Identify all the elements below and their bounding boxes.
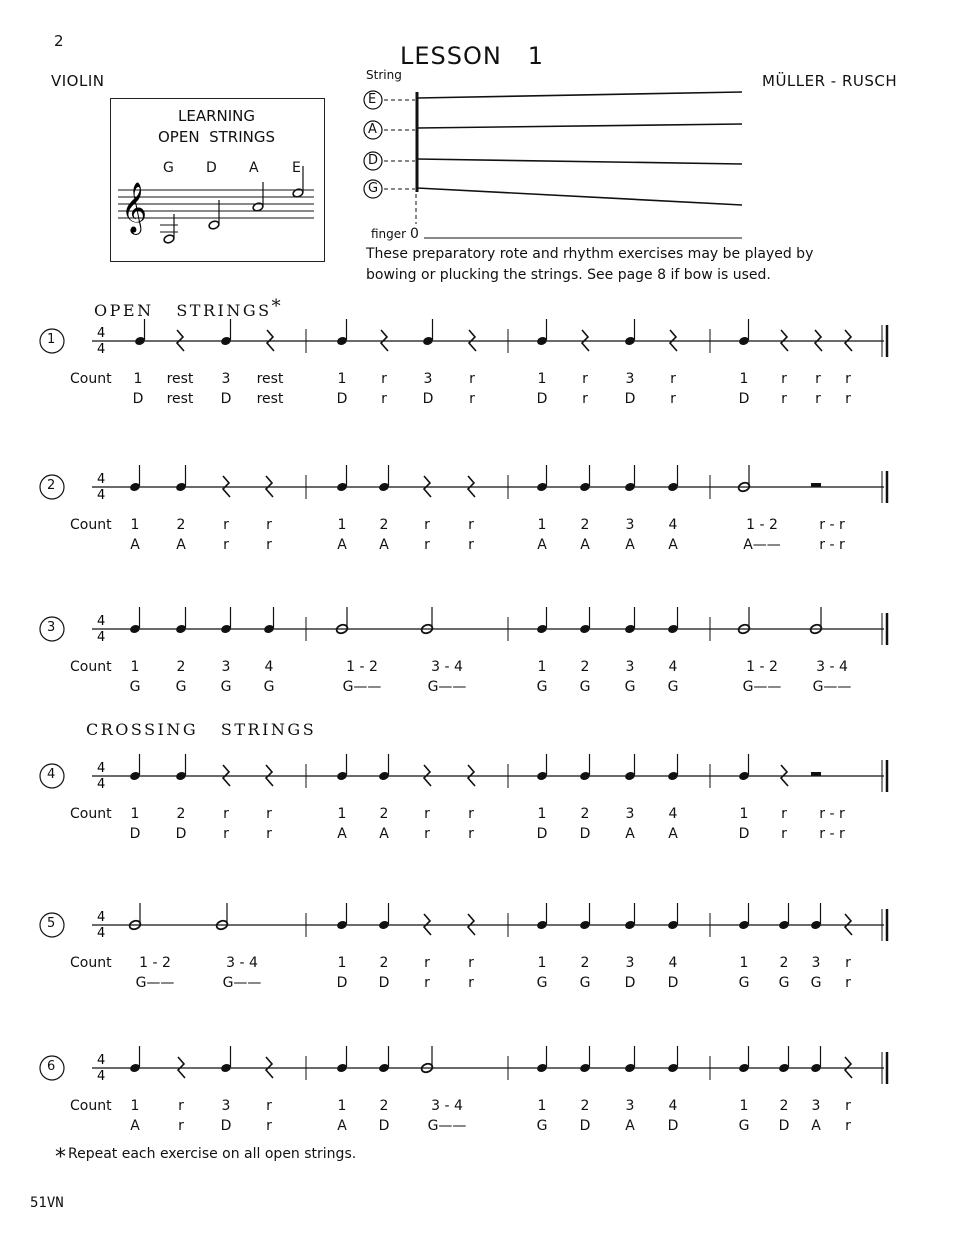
finger-label-text: finger [371, 227, 407, 241]
quarter-note [579, 754, 591, 781]
count-value: r [468, 517, 474, 533]
count-value: 2 [176, 806, 186, 822]
count-value: 1 [537, 659, 547, 675]
string-value: r [670, 391, 676, 407]
count-value: r - r [819, 517, 845, 533]
quarter-note [738, 903, 750, 930]
half-note [737, 465, 750, 493]
string-value: r [815, 391, 821, 407]
count-value: r [424, 955, 430, 971]
count-value: 2 [779, 955, 789, 971]
count-value: 3 - 4 [816, 659, 848, 675]
quarter-note [129, 465, 141, 492]
string-value: G [263, 679, 275, 695]
string-value: r - r [819, 537, 845, 553]
time-signature-bottom: 4 [97, 488, 106, 503]
count-value: r [815, 371, 821, 387]
exercise-number: 6 [47, 1059, 56, 1074]
open-strings-box-title [110, 106, 323, 148]
count-value: 3 [625, 806, 635, 822]
exercise-number: 2 [47, 478, 56, 493]
string-value: G [624, 679, 636, 695]
count-value: 1 [337, 806, 347, 822]
string-value: D [378, 975, 390, 991]
string-value: r [582, 391, 588, 407]
count-value: 2 [176, 659, 186, 675]
exercise-number: 1 [47, 332, 56, 347]
time-signature-bottom: 4 [97, 926, 106, 941]
string-value: D [336, 975, 348, 991]
quarter-note [536, 754, 548, 781]
count-value: r [424, 517, 430, 533]
count-value: rest [166, 371, 194, 387]
count-value: 2 [580, 659, 590, 675]
string-value: r [781, 826, 787, 842]
count-value: 2 [779, 1098, 789, 1114]
open-strings-title-text: OPEN STRINGS [94, 301, 272, 320]
finger-label [371, 226, 419, 242]
count-value: 3 - 4 [431, 1098, 463, 1114]
count-value: 2 [176, 517, 186, 533]
string-value: D [536, 826, 548, 842]
count-value: 1 [537, 1098, 547, 1114]
quarter-note [810, 1046, 822, 1073]
quarter-note [175, 607, 187, 634]
string-value: r [266, 537, 272, 553]
quarter-note [624, 465, 636, 492]
string-value: G [738, 1118, 750, 1134]
count-value: r [469, 371, 475, 387]
string-diagram [360, 84, 750, 244]
quarter-note [810, 903, 822, 930]
exercise-number: 5 [47, 916, 56, 931]
time-signature-top: 4 [97, 1053, 106, 1068]
count-value: 4 [668, 1098, 678, 1114]
half-rest [811, 483, 821, 487]
string-value: A [337, 537, 347, 553]
quarter-note [175, 465, 187, 492]
quarter-note [536, 903, 548, 930]
count-value: 1 [130, 806, 140, 822]
string-value: r [223, 537, 229, 553]
count-value: 3 [811, 1098, 821, 1114]
string-value: A [130, 1118, 140, 1134]
string-value: D [778, 1118, 790, 1134]
count-value: 3 - 4 [431, 659, 463, 675]
string-value: D [667, 975, 679, 991]
string-value: D [536, 391, 548, 407]
string-value: D [667, 1118, 679, 1134]
string-value: G [536, 975, 548, 991]
count-value: r [381, 371, 387, 387]
count-value: 1 [130, 1098, 140, 1114]
string-value: G [536, 1118, 548, 1134]
instrument-label: VIOLIN [51, 72, 105, 90]
count-value: 4 [668, 659, 678, 675]
string-value: D [175, 826, 187, 842]
string-value: G [810, 975, 822, 991]
time-signature-bottom: 4 [97, 777, 106, 792]
half-note [335, 607, 348, 635]
note-name-e: E [292, 160, 301, 176]
string-value: r - r [819, 826, 845, 842]
string-value: A [668, 826, 678, 842]
string-value: D [624, 975, 636, 991]
half-note [420, 1046, 433, 1074]
string-value: D [220, 391, 232, 407]
string-value: r [266, 826, 272, 842]
string-value: G [536, 679, 548, 695]
footnote-text: Repeat each exercise on all open strings. [68, 1146, 357, 1162]
string-value: r [424, 826, 430, 842]
quarter-note [336, 319, 348, 346]
string-value: r [781, 391, 787, 407]
box-title-line2: OPEN STRINGS [158, 128, 275, 146]
string-value: rest [256, 391, 284, 407]
count-value: 1 - 2 [346, 659, 378, 675]
count-value: 1 [537, 955, 547, 971]
string-value: A [337, 1118, 347, 1134]
quarter-note [778, 903, 790, 930]
count-value: 2 [580, 806, 590, 822]
string-a-letter: A [368, 122, 377, 137]
note-name-d: D [206, 160, 217, 176]
count-value: 3 [221, 1098, 231, 1114]
count-value: 1 [739, 1098, 749, 1114]
quarter-note [624, 319, 636, 346]
quarter-note [738, 1046, 750, 1073]
quarter-note [579, 607, 591, 634]
count-value: 1 [130, 659, 140, 675]
quarter-note [667, 754, 679, 781]
footnote-reference-mark: * [271, 296, 284, 317]
count-value: r [781, 371, 787, 387]
box-title-line1: LEARNING [177, 107, 255, 125]
string-value: A [668, 537, 678, 553]
count-value: r [178, 1098, 184, 1114]
page-number: 2 [54, 32, 64, 50]
intro-text: These preparatory rote and rhythm exercises may be played by bowing or plucking the strings. See page 8 if bow is used. [366, 246, 814, 283]
count-value: r [223, 806, 229, 822]
string-value: D [336, 391, 348, 407]
string-value: D [378, 1118, 390, 1134]
string-value: D [129, 826, 141, 842]
count-value: r - r [819, 806, 845, 822]
exercise-4-staff [0, 746, 959, 806]
string-value: A [580, 537, 590, 553]
count-label: Count [70, 659, 112, 675]
string-d-letter: D [368, 153, 379, 168]
count-value: r [223, 517, 229, 533]
count-value: 4 [264, 659, 274, 675]
quarter-note [129, 1046, 141, 1073]
string-value: A [625, 537, 635, 553]
count-value: 2 [379, 517, 389, 533]
count-value: 2 [580, 517, 590, 533]
string-value: r [468, 537, 474, 553]
string-value: G—— [342, 679, 382, 695]
string-value: r [468, 975, 474, 991]
count-value: 3 [221, 659, 231, 675]
string-value: A—— [743, 537, 781, 553]
string-value: G [738, 975, 750, 991]
string-value: G [220, 679, 232, 695]
catalog-code: 51VN [30, 1195, 64, 1211]
quarter-note [220, 607, 232, 634]
quarter-note [667, 607, 679, 634]
count-label: Count [70, 955, 112, 971]
string-value: A [379, 537, 389, 553]
string-value: G [175, 679, 187, 695]
time-signature-top: 4 [97, 326, 106, 341]
string-value: G—— [742, 679, 782, 695]
string-value: G—— [427, 679, 467, 695]
string-value: G [579, 975, 591, 991]
count-value: r [266, 517, 272, 533]
quarter-note [175, 754, 187, 781]
quarter-note [667, 903, 679, 930]
count-value: 1 [337, 371, 347, 387]
quarter-note [579, 903, 591, 930]
string-value: D [579, 1118, 591, 1134]
string-value: D [220, 1118, 232, 1134]
string-value: r [381, 391, 387, 407]
treble-clef-icon: 𝄞 [121, 182, 148, 233]
time-signature-bottom: 4 [97, 630, 106, 645]
quarter-note [624, 607, 636, 634]
exercise-5-staff [0, 895, 959, 955]
count-value: 4 [668, 806, 678, 822]
string-g-letter: G [368, 181, 379, 196]
count-value: 4 [668, 955, 678, 971]
half-note [809, 607, 822, 635]
count-value: 3 [625, 1098, 635, 1114]
count-value: 1 [739, 371, 749, 387]
quarter-note [129, 754, 141, 781]
exercise-number: 3 [47, 620, 56, 635]
string-value: r [424, 537, 430, 553]
count-value: 1 - 2 [139, 955, 171, 971]
count-value: 1 [739, 806, 749, 822]
count-value: 2 [379, 1098, 389, 1114]
quarter-note [378, 903, 390, 930]
count-value: 1 - 2 [746, 517, 778, 533]
quarter-note [336, 465, 348, 492]
half-note [420, 607, 433, 635]
count-value: 3 [625, 517, 635, 533]
exercise-number: 4 [47, 767, 56, 782]
section-title-crossing-strings: CROSSING STRINGS [86, 720, 317, 739]
quarter-note [336, 903, 348, 930]
count-value: r [468, 806, 474, 822]
count-value: r [582, 371, 588, 387]
quarter-note [624, 754, 636, 781]
quarter-note [579, 1046, 591, 1073]
count-value: 1 [130, 517, 140, 533]
string-value: r [469, 391, 475, 407]
time-signature-bottom: 4 [97, 342, 106, 357]
count-value: 3 [625, 955, 635, 971]
composer-credit: MÜLLER - RUSCH [762, 72, 898, 90]
string-value: A [625, 826, 635, 842]
string-value: A [537, 537, 547, 553]
count-value: 4 [668, 517, 678, 533]
count-value: 3 - 4 [226, 955, 258, 971]
count-value: 1 - 2 [746, 659, 778, 675]
quarter-note [738, 319, 750, 346]
half-rest [811, 772, 821, 776]
count-value: r [266, 806, 272, 822]
count-value: 3 [221, 371, 231, 387]
quarter-note [220, 1046, 232, 1073]
quarter-note [624, 903, 636, 930]
count-label: Count [70, 1098, 112, 1114]
string-value: r [845, 391, 851, 407]
count-value: 1 [537, 517, 547, 533]
string-e-letter: E [368, 92, 377, 107]
count-value: r [468, 955, 474, 971]
count-value: 1 [337, 517, 347, 533]
string-value: G [778, 975, 790, 991]
quarter-note [536, 465, 548, 492]
quarter-note [134, 319, 146, 346]
count-label: Count [70, 371, 112, 387]
string-value: A [130, 537, 140, 553]
string-value: D [579, 826, 591, 842]
half-note [737, 607, 750, 635]
string-value: A [625, 1118, 635, 1134]
string-value: G—— [812, 679, 852, 695]
count-value: 3 [423, 371, 433, 387]
quarter-note [336, 754, 348, 781]
half-note [128, 903, 141, 931]
quarter-note [263, 607, 275, 634]
string-value: A [379, 826, 389, 842]
footnote [55, 1145, 356, 1170]
count-value: r [845, 1098, 851, 1114]
footnote-mark: * [55, 1145, 66, 1170]
quarter-note [422, 319, 434, 346]
string-value: D [738, 826, 750, 842]
quarter-note [536, 1046, 548, 1073]
string-value: A [811, 1118, 821, 1134]
string-value: D [132, 391, 144, 407]
string-value: D [624, 391, 636, 407]
finger-value: 0 [409, 226, 419, 242]
quarter-note [579, 465, 591, 492]
count-value: 2 [580, 1098, 590, 1114]
string-value: rest [166, 391, 194, 407]
quarter-note [378, 1046, 390, 1073]
string-value: r [266, 1118, 272, 1134]
count-value: rest [256, 371, 284, 387]
count-value: r [266, 1098, 272, 1114]
count-value: r [424, 806, 430, 822]
quarter-note [336, 1046, 348, 1073]
string-value: G [667, 679, 679, 695]
string-value: r [223, 826, 229, 842]
note-name-a: A [249, 160, 259, 176]
half-note [215, 903, 228, 931]
count-label: Count [70, 517, 112, 533]
string-value: G—— [222, 975, 262, 991]
exercise-6-staff [0, 1038, 959, 1098]
exercise-2-staff [0, 457, 959, 517]
string-value: G [129, 679, 141, 695]
open-strings-staff [118, 180, 318, 250]
string-value: A [176, 537, 186, 553]
count-value: 2 [379, 806, 389, 822]
string-label: String [366, 68, 402, 82]
string-value: r [178, 1118, 184, 1134]
string-value: G—— [427, 1118, 467, 1134]
time-signature-top: 4 [97, 614, 106, 629]
quarter-note [536, 319, 548, 346]
quarter-note [667, 465, 679, 492]
quarter-note [220, 319, 232, 346]
count-value: r [781, 806, 787, 822]
exercise-3-staff [0, 599, 959, 659]
quarter-note [667, 1046, 679, 1073]
quarter-note [378, 465, 390, 492]
string-value: D [738, 391, 750, 407]
exercise-1-staff [0, 311, 959, 371]
string-value: A [337, 826, 347, 842]
count-value: 3 [811, 955, 821, 971]
time-signature-top: 4 [97, 472, 106, 487]
string-value: r [424, 975, 430, 991]
count-value: 2 [580, 955, 590, 971]
quarter-note [536, 607, 548, 634]
time-signature-bottom: 4 [97, 1069, 106, 1084]
time-signature-top: 4 [97, 761, 106, 776]
string-value: G [579, 679, 591, 695]
string-value: r [845, 1118, 851, 1134]
count-value: 1 [337, 1098, 347, 1114]
open-string-note-names [163, 160, 335, 176]
count-value: 1 [133, 371, 143, 387]
count-value: r [845, 371, 851, 387]
quarter-note [624, 1046, 636, 1073]
count-value: 1 [537, 371, 547, 387]
note-name-g: G [163, 160, 174, 176]
time-signature-top: 4 [97, 910, 106, 925]
quarter-note [778, 1046, 790, 1073]
count-value: 1 [337, 955, 347, 971]
lesson-title: LESSON 1 [400, 42, 545, 70]
count-value: r [845, 955, 851, 971]
count-value: 1 [739, 955, 749, 971]
quarter-note [129, 607, 141, 634]
string-value: r [845, 975, 851, 991]
count-value: 3 [625, 371, 635, 387]
quarter-note [738, 754, 750, 781]
string-value: r [468, 826, 474, 842]
count-value: 2 [379, 955, 389, 971]
count-label: Count [70, 806, 112, 822]
quarter-note [378, 754, 390, 781]
count-value: 3 [625, 659, 635, 675]
count-value: 1 [537, 806, 547, 822]
string-value: D [422, 391, 434, 407]
count-value: r [670, 371, 676, 387]
string-value: G—— [135, 975, 175, 991]
